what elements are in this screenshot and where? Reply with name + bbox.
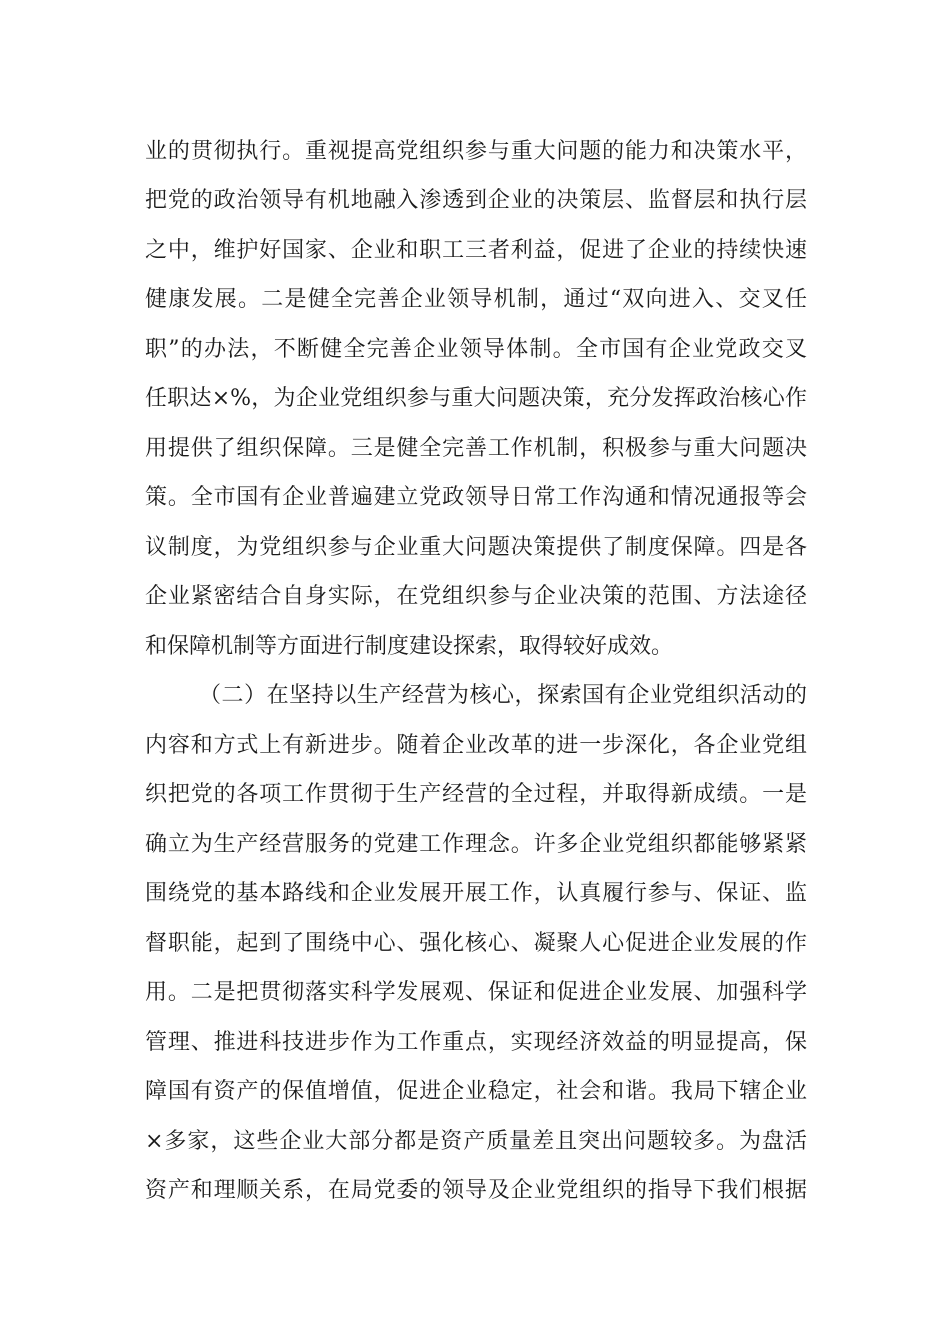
text-line: 围绕党的基本路线和企业发展开展工作，认真履行参与、保证、监 [145, 881, 807, 906]
text-line: 任职达×%，为企业党组织参与重大问题决策，充分发挥政治核心作 [145, 386, 807, 411]
text-line: 管理、推进科技进步作为工作重点，实现经济效益的明显提高，保 [145, 1030, 807, 1055]
text-line: 把党的政治领导有机地融入渗透到企业的决策层、监督层和执行层 [145, 188, 807, 213]
text-line: 确立为生产经营服务的党建工作理念。许多企业党组织都能够紧紧 [145, 832, 807, 857]
text-line: 之中，维护好国家、企业和职工三者利益，促进了企业的持续快速 [145, 238, 807, 263]
section-heading-line: （二）在坚持以生产经营为核心，探索国有企业党组织活动的 [199, 683, 807, 708]
text-line: 织把党的各项工作贯彻于生产经营的全过程，并取得新成绩。一是 [145, 782, 807, 807]
text-line: 督职能，起到了围绕中心、强化核心、凝聚人心促进企业发展的作 [145, 931, 807, 956]
text-line: 企业紧密结合自身实际，在党组织参与企业决策的范围、方法途径 [145, 584, 807, 609]
text-line: 障国有资产的保值增值，促进企业稳定，社会和谐。我局下辖企业 [145, 1079, 807, 1104]
text-line: ×多家，这些企业大部分都是资产质量差且突出问题较多。为盘活 [145, 1129, 807, 1154]
text-line: 用提供了组织保障。三是健全完善工作机制，积极参与重大问题决 [145, 436, 807, 461]
text-line: 业的贯彻执行。重视提高党组织参与重大问题的能力和决策水平， [145, 139, 807, 164]
text-line: 用。二是把贯彻落实科学发展观、保证和促进企业发展、加强科学 [145, 980, 807, 1005]
text-line: 内容和方式上有新进步。随着企业改革的进一步深化，各企业党组 [145, 733, 807, 758]
text-line-paragraph-end: 和保障机制等方面进行制度建设探索，取得较好成效。 [145, 634, 674, 659]
text-line: 资产和理顺关系，在局党委的领导及企业党组织的指导下我们根据 [145, 1178, 807, 1203]
text-line: 职”的办法，不断健全完善企业领导体制。全市国有企业党政交叉 [145, 337, 807, 362]
text-line: 健康发展。二是健全完善企业领导机制，通过“双向进入、交叉任 [145, 287, 807, 312]
text-line: 议制度，为党组织参与企业重大问题决策提供了制度保障。四是各 [145, 535, 807, 560]
text-line: 策。全市国有企业普遍建立党政领导日常工作沟通和情况通报等会 [145, 485, 807, 510]
